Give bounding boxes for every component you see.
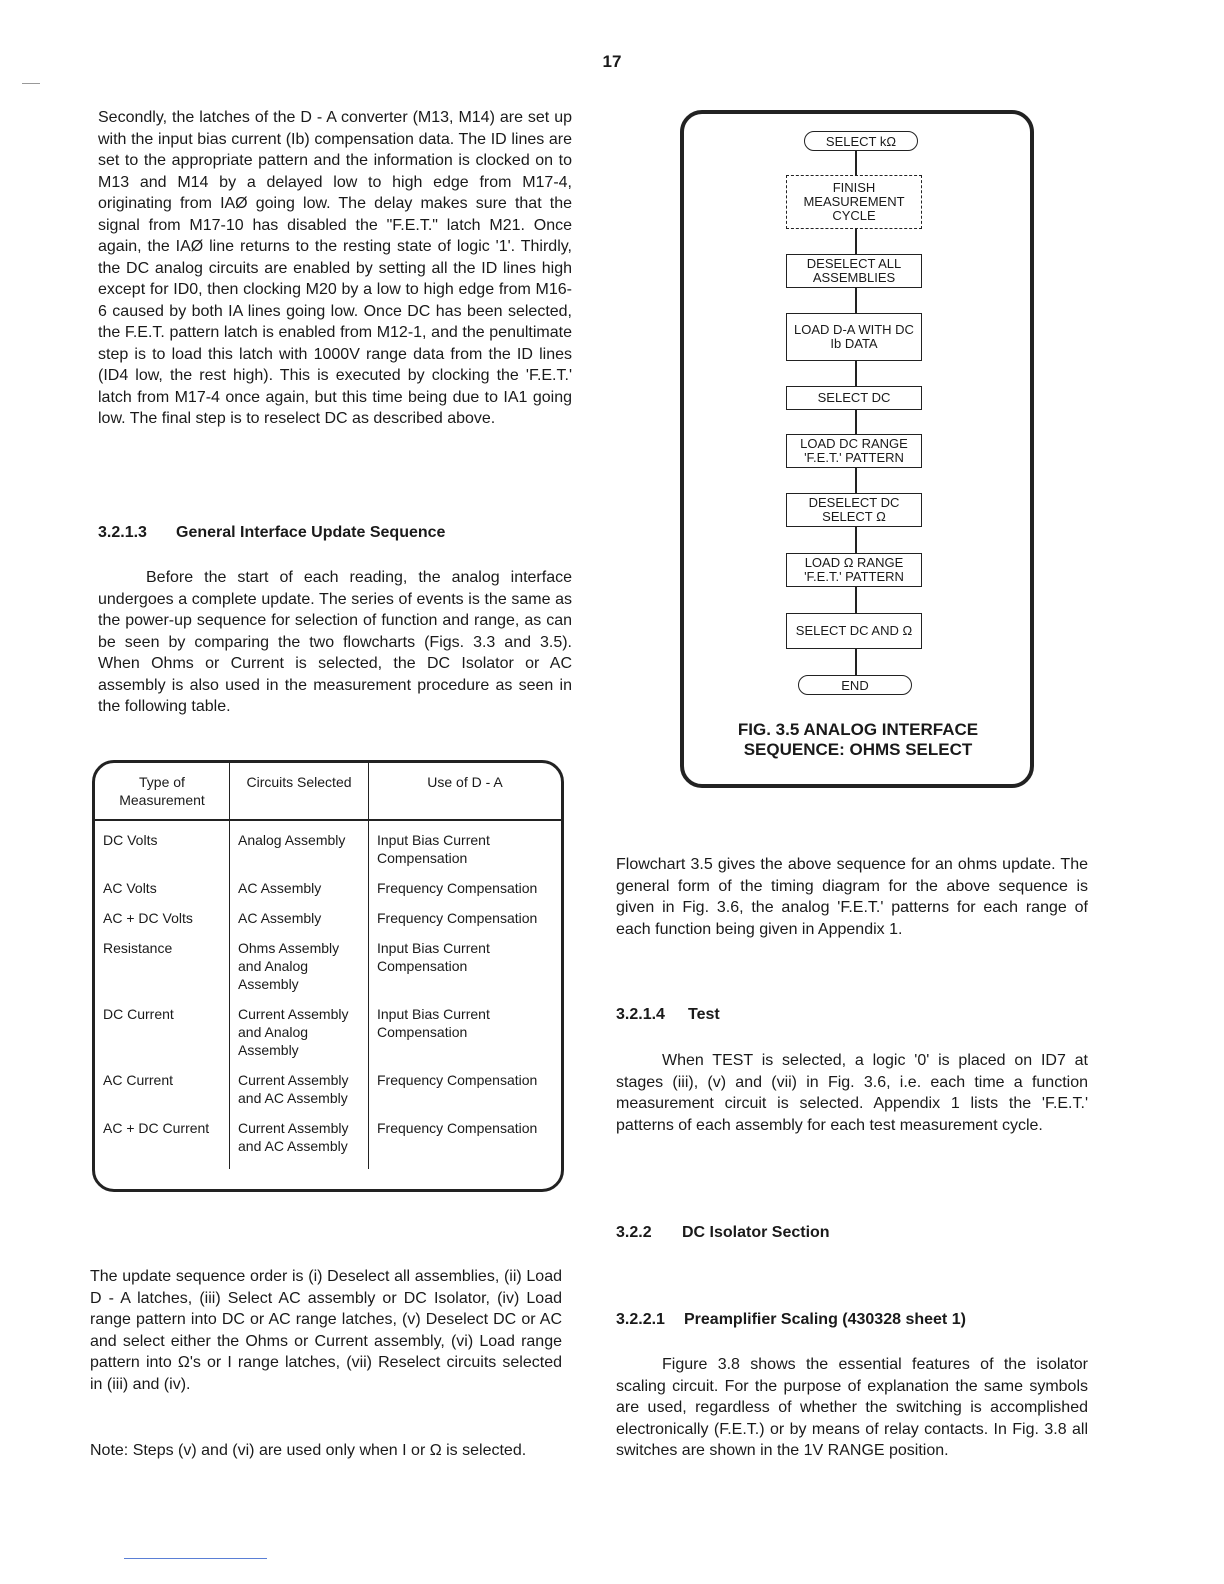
table-cell: AC Current <box>103 1072 174 1088</box>
table-cell: DC Current <box>103 1006 174 1022</box>
table-cell: Current Assembly and Analog Assembly <box>230 999 369 1065</box>
table-cell: Input Bias Current Compensation <box>369 820 562 873</box>
table-cell: AC + DC Volts <box>103 910 193 926</box>
flowchart-start: SELECT kΩ <box>804 131 918 151</box>
table-cell: AC Assembly <box>230 873 369 903</box>
heading-number: 3.2.1.4 <box>616 1006 665 1023</box>
table-cell: AC Volts <box>103 880 157 896</box>
paragraph-update-sequence: Before the start of each reading, the analog interface undergoes a complete update. The series of events is the same as the power-up sequence for selection of function and range, as can be seen by comparing the two flowcharts (Figs. 3.3 and 3.5). When Ohms or Current is selected, the DC Isolator or AC assembly is also used in the measurement procedure as seen in the following table. <box>98 569 572 715</box>
table-cell: DC Volts <box>103 832 158 848</box>
paragraph-note: Note: Steps (v) and (vi) are used only when I or Ω is selected. <box>90 1442 527 1459</box>
table-header-row <box>95 763 561 820</box>
footnote-rule <box>124 1558 267 1559</box>
paragraph-test: When TEST is selected, a logic '0' is placed on ID7 at stages (iii), (v) and (vii) in Fig. 3.6, i.e. each time a function measurement circuit is selected. Appendix 1 lists the 'F.E.T.' patterns of each assembly for each test measurement cycle. <box>616 1052 1088 1134</box>
table-header-cell: Type of Measurement <box>95 763 230 820</box>
margin-mark <box>22 83 40 84</box>
flowchart-step: LOAD Ω RANGE 'F.E.T.' PATTERN <box>786 553 922 587</box>
paragraph-flowchart: Flowchart 3.5 gives the above sequence for an ohms update. The general form of the timing diagram for the above sequence is given in Fig. 3.6, the analog 'F.E.T.' patterns for each range of each function being given in Appendix 1. <box>616 856 1088 938</box>
table-cell: Frequency Compensation <box>369 1113 562 1169</box>
table-row <box>95 903 561 933</box>
table-cell: AC Assembly <box>230 903 369 933</box>
table-row <box>95 1065 561 1113</box>
paragraph-update-order: The update sequence order is (i) Deselect all assemblies, (ii) Load D - A latches, (iii) Select AC assembly or DC Isolator, (iv) Load range pattern into DC or AC range latches, (v) Deselect DC or AC and select either the Ohms or Current assembly, (vi) Load range pattern into Ω's or I range latches, (vii) Reselect circuits selected in (iii) and (iv). <box>90 1268 562 1393</box>
flowchart-step: SELECT DC <box>786 386 922 410</box>
heading-3-2-1-4 <box>616 1006 720 1024</box>
flowchart-end: END <box>798 675 912 695</box>
heading-text: Test <box>688 1006 720 1023</box>
table-cell: Frequency Compensation <box>369 903 562 933</box>
caption-line: SEQUENCE: OHMS SELECT <box>743 740 973 759</box>
flowchart-step: DESELECT ALL ASSEMBLIES <box>786 254 922 288</box>
flowchart-step: LOAD DC RANGE 'F.E.T.' PATTERN <box>786 434 922 468</box>
table-cell: Current Assembly and AC Assembly <box>230 1065 369 1113</box>
table-header-cell: Use of D - A <box>369 763 562 820</box>
table-cell: AC + DC Current <box>103 1120 210 1136</box>
heading-number: 3.2.1.3 <box>98 524 147 541</box>
figure-caption <box>690 720 1026 760</box>
flowchart-step: LOAD D-A WITH DC Ib DATA <box>786 313 922 361</box>
table-cell: Resistance <box>103 940 173 956</box>
flowchart-step: DESELECT DC SELECT Ω <box>786 493 922 527</box>
heading-text: Preamplifier Scaling (430328 sheet 1) <box>684 1311 966 1328</box>
paragraph-latches: Secondly, the latches of the D - A converter (M13, M14) are set up with the input bias current (Ib) compensation data. The ID lines are set to the appropriate pattern and the information is clocked on to M13 and M14 by a delayed low to high edge from M17-4, originating from IAØ going low. The delay makes sure that the signal from M17-10 has disabled the "F.E.T." latch M21. Once again, the IAØ line returns to the resting state of logic '1'. Thirdly, the DC analog circuits are enabled by setting all the ID lines high except for ID0, then clocking M20 by a low to high edge from M16-6 caused by both IA lines going low. Once DC has been selected, the F.E.T. pattern latch is enabled from M12-1, and the penultimate step is to load this latch with 1000V range data from the ID lines (ID4 low, the rest high). This is executed by clocking the 'F.E.T.' latch from M17-4 once again, but this time being due to IA1 going low. The final step is to reselect DC as described above. <box>98 109 572 427</box>
caption-line: FIG. 3.5 ANALOG INTERFACE <box>737 720 979 739</box>
heading-3-2-2-1 <box>616 1311 966 1329</box>
measurement-table <box>92 760 564 1192</box>
table-cell: Analog Assembly <box>230 820 369 873</box>
flowchart-step: SELECT DC AND Ω <box>786 613 922 649</box>
heading-number: 3.2.2.1 <box>616 1311 665 1328</box>
table-cell: Input Bias Current Compensation <box>369 933 562 999</box>
table-cell: Frequency Compensation <box>369 873 562 903</box>
table-row <box>95 933 561 999</box>
heading-number: 3.2.2 <box>616 1224 652 1241</box>
table-header-cell: Circuits Selected <box>230 763 369 820</box>
table-cell: Current Assembly and AC Assembly <box>230 1113 369 1169</box>
paragraph-preamplifier: Figure 3.8 shows the essential features of the isolator scaling circuit. For the purpose of explanation the same symbols are used, regardless of whether the switching is accomplished electronically (F.E.T.) or by means of relay contacts. In Fig. 3.8 all switches are shown in the 1V RANGE position. <box>616 1356 1088 1459</box>
table-cell: Input Bias Current Compensation <box>369 999 562 1065</box>
table-row <box>95 873 561 903</box>
table-row <box>95 820 561 873</box>
table-row <box>95 999 561 1065</box>
flowchart-step: FINISH MEASUREMENT CYCLE <box>786 175 922 229</box>
table-cell: Frequency Compensation <box>369 1065 562 1113</box>
heading-text: General Interface Update Sequence <box>176 524 446 541</box>
table-row <box>95 1113 561 1169</box>
heading-3-2-2 <box>616 1224 830 1242</box>
table-cell: Ohms Assembly and Analog Assembly <box>230 933 369 999</box>
page-number: 17 <box>602 52 622 71</box>
heading-text: DC Isolator Section <box>682 1224 830 1241</box>
heading-3-2-1-3 <box>98 524 445 542</box>
